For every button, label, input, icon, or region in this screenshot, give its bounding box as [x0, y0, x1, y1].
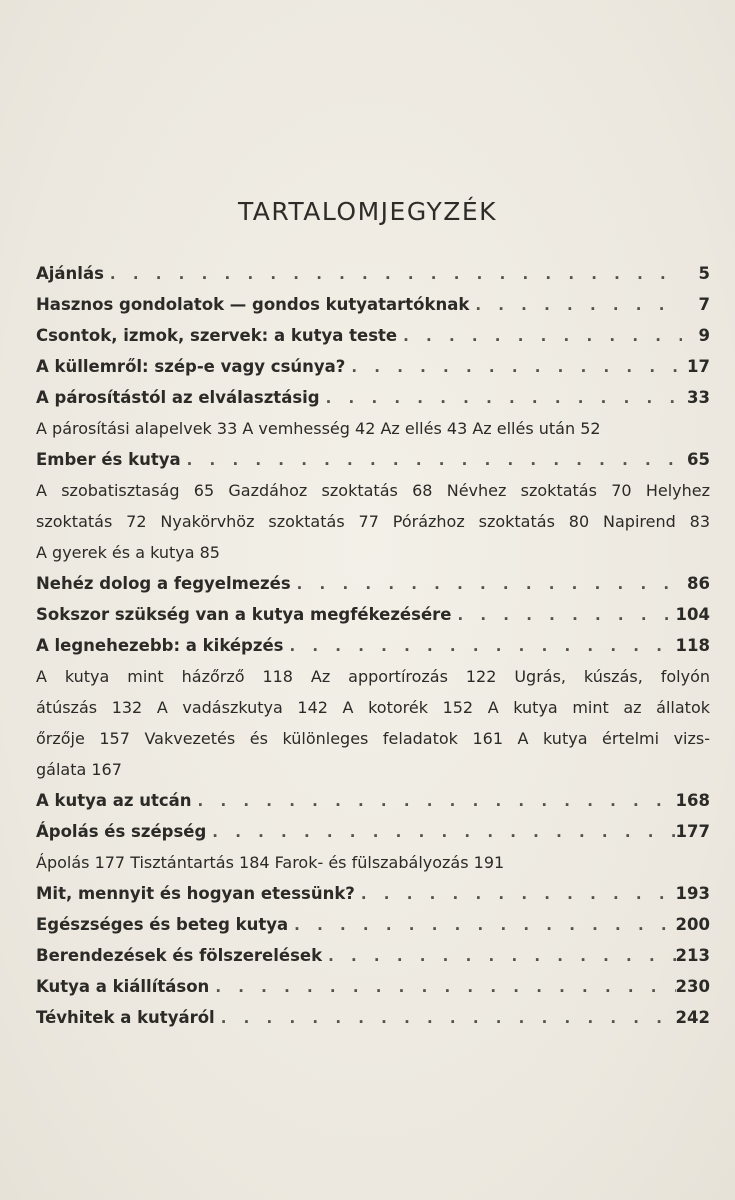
table-of-contents: [36, 258, 710, 1033]
toc-entry-apolas: [36, 816, 710, 847]
toc-entry-title: Hasznos gondolatok — gondos kutyatartóknak: [36, 295, 470, 314]
toc-entry-parositastol: [36, 382, 710, 413]
page-title: TARTALOMJEGYZÉK: [237, 197, 498, 226]
toc-entry-fegyelmezes: [36, 568, 710, 599]
toc-entry-title: A legnehezebb: a kiképzés: [36, 636, 284, 655]
toc-entry-kullemrol: [36, 351, 710, 382]
dot-leader: [322, 941, 675, 972]
dot-leader: [355, 879, 676, 910]
toc-entry-csontok: [36, 320, 710, 351]
toc-entry-title: Sokszor szükség van a kutya megfékezésére: [36, 605, 452, 624]
dot-leader: [451, 600, 675, 631]
toc-entry-title: Ápolás és szépség: [36, 822, 207, 841]
toc-entry-kiallitason: [36, 971, 710, 1002]
toc-page-number: 104: [675, 605, 710, 624]
toc-entry-title: Mit, mennyit és hogyan etessünk?: [36, 884, 355, 903]
toc-entry-egeszseges: [36, 909, 710, 940]
toc-subentries-line: A szobatisztaság 65 Gazdához szoktatás 68 Névhez szoktatás 70 Helyhez: [36, 481, 710, 500]
toc-entry-berendezesek: [36, 940, 710, 971]
toc-subentries-line: A kutya mint házőrző 118 Az apportírozás 122 Ugrás, kúszás, folyón: [36, 667, 710, 686]
toc-entry-tevhitek: [36, 1002, 710, 1033]
toc-entry-title: Egészséges és beteg kutya: [36, 915, 289, 934]
toc-entry-megfekezes: [36, 599, 710, 630]
toc-page-number: 5: [698, 264, 710, 283]
toc-entry-title: A kutya az utcán: [36, 791, 192, 810]
toc-entry-title: Ember és kutya: [36, 450, 181, 469]
dot-leader: [288, 910, 675, 941]
toc-entry-title: Csontok, izmok, szervek: a kutya teste: [36, 326, 398, 345]
toc-entry-etessunk: [36, 878, 710, 909]
toc-entry-ember-es-kutya: [36, 444, 710, 475]
toc-entry-title: A párosítástól az elválasztásig: [36, 388, 320, 407]
dot-leader: [181, 445, 682, 476]
toc-page-number: 33: [687, 388, 710, 407]
dot-leader: [192, 786, 676, 817]
dot-leader: [345, 352, 682, 383]
toc-page-number: 17: [687, 357, 710, 376]
toc-page-number: 193: [675, 884, 710, 903]
toc-entry-title: Tévhitek a kutyáról: [36, 1008, 215, 1027]
toc-subentries-line: A párosítási alapelvek 33 A vemhesség 42 Az ellés 43 Az ellés után 52: [36, 419, 601, 438]
dot-leader: [283, 631, 675, 662]
dot-leader: [209, 972, 675, 1003]
dot-leader: [215, 1003, 676, 1034]
toc-entry-hasznos-gondolatok: [36, 289, 710, 320]
dot-leader: [291, 569, 682, 600]
dot-leader: [206, 817, 675, 848]
toc-page-number: 230: [675, 977, 710, 996]
toc-subentries-line: Ápolás 177 Tisztántartás 184 Farok- és fülszabályozás 191: [36, 853, 505, 872]
toc-page-number: 213: [675, 946, 710, 965]
dot-leader: [320, 383, 682, 414]
toc-subentries-line: átúszás 132 A vadászkutya 142 A kotorék 152 A kutya mint az állatok: [36, 698, 710, 717]
toc-page-number: 86: [687, 574, 710, 593]
toc-subentries-line: A gyerek és a kutya 85: [36, 543, 220, 562]
toc-entry-kikepzes: [36, 630, 710, 661]
toc-page-number: 9: [698, 326, 710, 345]
toc-page-number: 242: [675, 1008, 710, 1027]
toc-entry-title: A küllemről: szép-e vagy csúnya?: [36, 357, 346, 376]
toc-subentries-line: szoktatás 72 Nyakörvhöz szoktatás 77 Pórázhoz szoktatás 80 Napirend 83: [36, 512, 710, 531]
dot-leader: [104, 259, 682, 290]
toc-entry-title: Nehéz dolog a fegyelmezés: [36, 574, 291, 593]
toc-page-number: 65: [687, 450, 710, 469]
toc-entry-title: Berendezések és fölszerelések: [36, 946, 323, 965]
toc-subentries-line: gálata 167: [36, 760, 122, 779]
toc-entry-title: Kutya a kiállításon: [36, 977, 210, 996]
dot-leader: [397, 321, 682, 352]
toc-page-number: 200: [675, 915, 710, 934]
toc-entry-title: Ajánlás: [36, 264, 104, 283]
toc-page-number: 168: [675, 791, 710, 810]
toc-page-number: 177: [675, 822, 710, 841]
toc-page-number: 7: [698, 295, 710, 314]
toc-subentries-line: őrzője 157 Vakvezetés és különleges feladatok 161 A kutya értelmi vizs-: [36, 729, 710, 748]
toc-page-number: 118: [675, 636, 710, 655]
toc-entry-utcan: [36, 785, 710, 816]
dot-leader: [469, 290, 682, 321]
toc-entry-ajanlas: [36, 258, 710, 289]
